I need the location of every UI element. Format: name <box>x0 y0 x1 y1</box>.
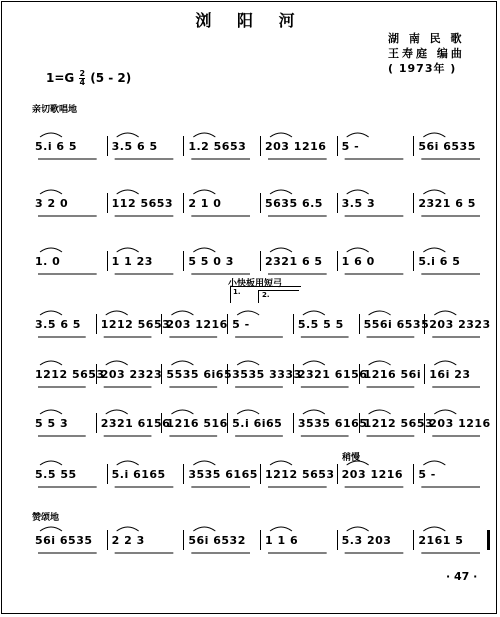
measure: 1212 5653 <box>35 367 105 381</box>
score-row <box>30 522 490 562</box>
barline <box>183 464 184 484</box>
barline <box>293 364 294 384</box>
measure: 2321 6 5 <box>418 196 476 210</box>
measure: 203 1216 <box>341 467 404 481</box>
measure: 1 6 0 <box>341 254 375 268</box>
barline <box>107 530 108 550</box>
song-title: 浏 阳 河 <box>195 11 305 30</box>
measure: 5.5 55 <box>35 467 77 481</box>
measure: 3 2 0 <box>35 196 69 210</box>
beam-underlines <box>30 435 490 441</box>
measure: 16i 23 <box>429 367 471 381</box>
credit-arranger: 王寿庭 编曲 <box>388 47 465 60</box>
barline <box>96 314 97 334</box>
barline <box>413 251 414 271</box>
barline <box>107 464 108 484</box>
measure: 5 5 3 <box>35 416 69 430</box>
barline <box>183 251 184 271</box>
time-signature <box>79 70 85 87</box>
credit-origin: 湖 南 民 歌 <box>388 32 465 45</box>
time-signature-denominator: 4 <box>79 78 86 87</box>
barline <box>161 314 162 334</box>
barline <box>413 193 414 213</box>
score-row <box>30 185 490 225</box>
barline <box>359 314 360 334</box>
barline <box>337 464 338 484</box>
barline <box>227 314 228 334</box>
time-signature-numerator: 2 <box>79 69 86 78</box>
beam-underlines <box>30 336 490 342</box>
measure: 203 1216 <box>429 416 491 430</box>
score-row <box>30 243 490 283</box>
intro-notes: (5 - 2) <box>90 71 132 85</box>
measure: 2161 5 <box>418 533 464 547</box>
barline <box>359 364 360 384</box>
measure: 5.i 6i65 <box>232 416 283 430</box>
measure: 203 1216 <box>265 139 327 153</box>
measure: 56i 6532 <box>188 533 246 547</box>
barline <box>260 530 261 550</box>
expression-mark: 赞颂地 <box>32 513 60 523</box>
measure: 5.i 6 5 <box>35 139 78 153</box>
barline <box>337 530 338 550</box>
beam-underlines <box>30 273 490 279</box>
volta-label: 1. <box>233 288 241 296</box>
measure: 1. 0 <box>35 254 61 268</box>
measure: 203 2323 <box>429 317 491 331</box>
barline <box>413 136 414 156</box>
beam-underlines <box>30 158 490 164</box>
barline <box>424 314 425 334</box>
measure: 112 5653 <box>111 196 174 210</box>
measure: 5.5 5 5 <box>297 317 344 331</box>
measure: 5 - <box>341 139 360 153</box>
measure: 1216 516 <box>166 416 228 430</box>
barline <box>183 193 184 213</box>
barline <box>96 413 97 433</box>
measure: 2321 6156 <box>100 416 171 430</box>
barline <box>413 464 414 484</box>
score-row <box>30 128 490 168</box>
barline <box>337 136 338 156</box>
measure: 3535 3333 <box>232 367 302 381</box>
measure: 3535 6165 <box>297 416 368 430</box>
barline <box>227 364 228 384</box>
barline <box>359 413 360 433</box>
measure: 5.i 6165 <box>111 467 166 481</box>
score-row <box>30 356 490 396</box>
measure: 2 1 0 <box>188 196 222 210</box>
barline <box>161 364 162 384</box>
barline <box>260 136 261 156</box>
barline <box>260 464 261 484</box>
expression-mark: 小快板用短弓 <box>228 279 283 289</box>
measure: 5.i 6 5 <box>418 254 461 268</box>
barline <box>293 314 294 334</box>
barline <box>183 530 184 550</box>
barline <box>337 251 338 271</box>
measure: 5535 6i65 <box>166 367 233 381</box>
measure: 3.5 6 5 <box>35 317 81 331</box>
measure: 203 2323 <box>100 367 163 381</box>
final-barline <box>487 530 490 550</box>
barline <box>161 413 162 433</box>
barline <box>260 251 261 271</box>
barline <box>293 413 294 433</box>
key-signature <box>46 70 131 87</box>
expression-mark: 亲切歌唱地 <box>32 105 78 115</box>
measure: 1212 5653 <box>100 317 171 331</box>
score-row <box>30 306 490 346</box>
measure: 1 1 23 <box>111 254 153 268</box>
measure: 5 5 0 3 <box>188 254 234 268</box>
measure: 3.5 3 <box>341 196 376 210</box>
measure: 5 - <box>232 317 250 331</box>
barline <box>424 413 425 433</box>
page-number: · 47 · <box>446 570 478 583</box>
measure: 1216 56i <box>363 367 422 381</box>
measure: 56i 6535 <box>418 139 476 153</box>
barline <box>183 136 184 156</box>
score-row <box>30 456 490 496</box>
barline <box>413 530 414 550</box>
key-label: 1=G <box>46 71 75 85</box>
beam-underlines <box>30 486 490 492</box>
credit-year: ( 1973年 ) <box>388 62 457 75</box>
measure: 1212 5653 <box>265 467 335 481</box>
score-row <box>30 405 490 445</box>
measure: 1 1 6 <box>265 533 299 547</box>
measure: 2321 6156 <box>297 367 368 381</box>
measure: 556i 6535 <box>363 317 430 331</box>
barline <box>227 413 228 433</box>
measure: 5 - <box>418 467 436 481</box>
barline <box>107 251 108 271</box>
barline <box>337 193 338 213</box>
measure: 2321 6 5 <box>265 254 323 268</box>
expression-mark: 稍慢 <box>342 453 361 463</box>
measure: 2 2 3 <box>111 533 145 547</box>
beam-underlines <box>30 386 490 392</box>
barline <box>107 136 108 156</box>
volta-label: 2. <box>262 291 270 299</box>
barline <box>107 193 108 213</box>
measure: 1.2 5653 <box>188 139 247 153</box>
beam-underlines <box>30 552 490 558</box>
measure: 1212 5653 <box>363 416 434 430</box>
barline <box>96 364 97 384</box>
measure: 56i 6535 <box>35 533 93 547</box>
measure: 5.3 203 <box>341 533 392 547</box>
barline <box>260 193 261 213</box>
measure: 3.5 6 5 <box>111 139 158 153</box>
measure: 3535 6165 <box>188 467 258 481</box>
measure: 5635 6.5 <box>265 196 323 210</box>
measure: 203 1216 <box>166 317 228 331</box>
beam-underlines <box>30 215 490 221</box>
barline <box>424 364 425 384</box>
